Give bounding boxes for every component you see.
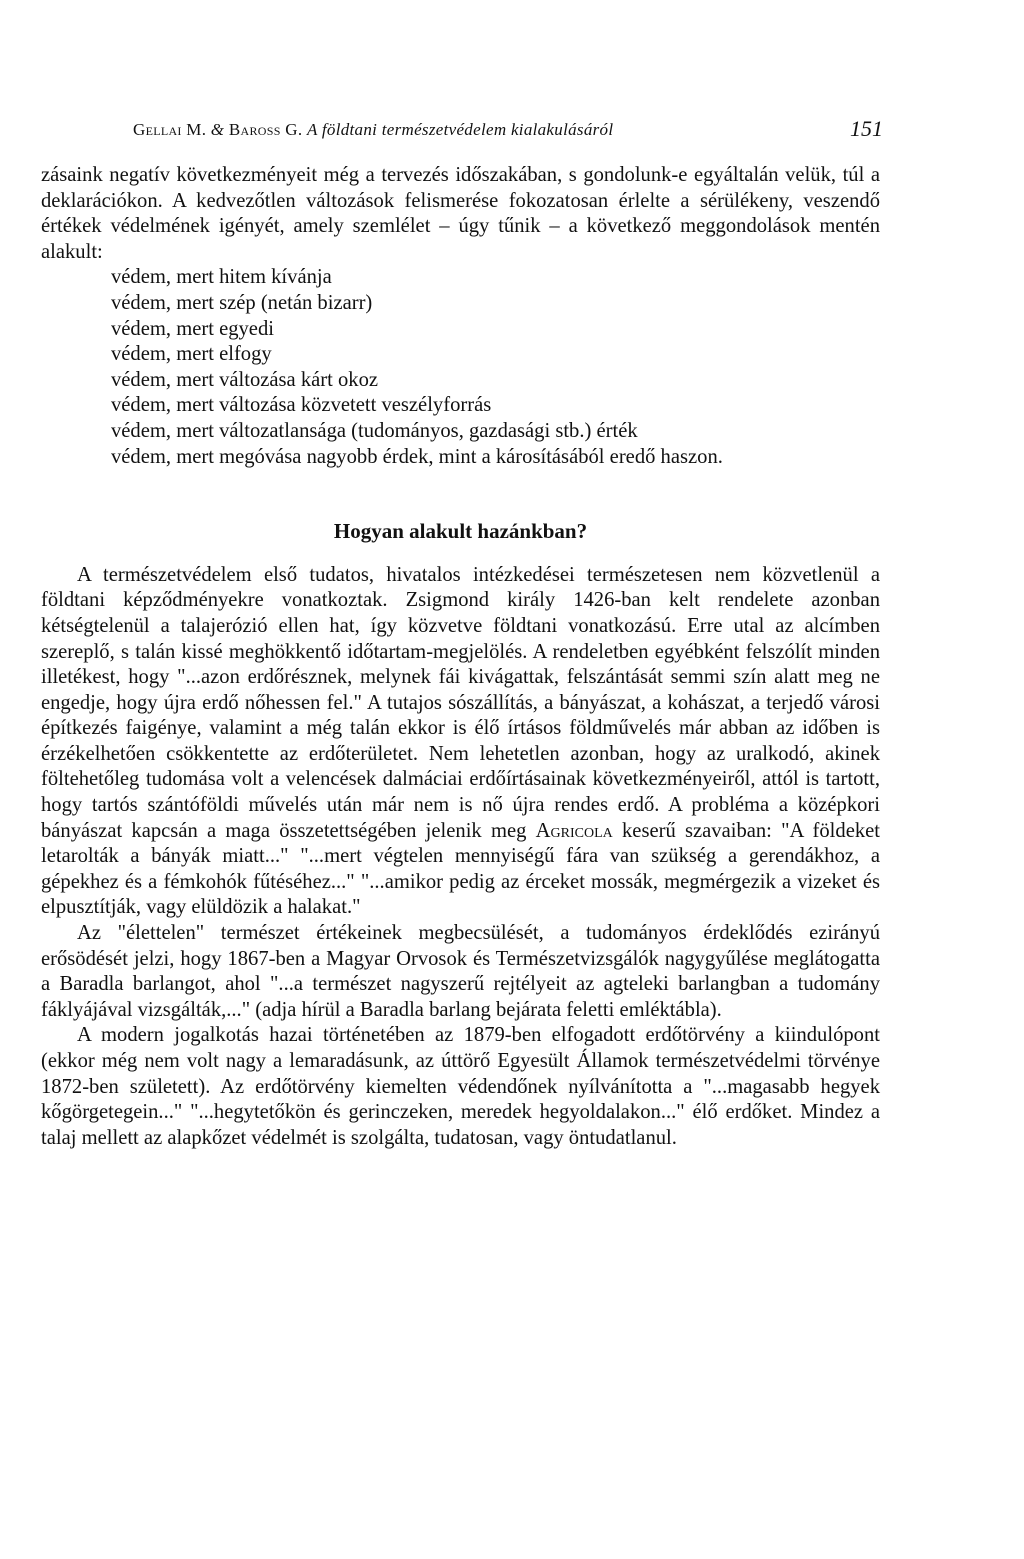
- paragraph-forest-law: A modern jogalkotás hazai történetében az 1879-ben elfogadott erdőtörvény a kiindulópont (ekkor még nem volt nagy a lemaradásunk, az úttörő Egyesült Államok természetvédelmi törvénye 1872-ben született). Az erdőtörvény kiemelten védendőnek nyílvánította a "...magasabb hegyek kőgörgetegein..." "...hegytetőkön és gerinczeken, meredek hegyoldalakon..." élő erdőket. Mindez a talaj mellett az alapkőzet védelmét is szolgálta, tudatosan, vagy öntudatlanul.: [41, 1024, 880, 1149]
- body-text: [41, 163, 880, 1151]
- page-number: 151: [850, 116, 883, 141]
- ampersand: &: [206, 120, 229, 139]
- paragraph-history: [41, 563, 880, 921]
- intro-paragraph: zásaink negatív következményeit még a tervezés időszakában, s gondolunk-e egyáltalán velük, túl a deklarációkon. A kedvezőtlen változások felismerése fokozatosan érlelte a sérülékeny, veszendő értékek védelmének igényét, amely szemlélet – úgy tűnik – a következő meggondolások mentén alakult:: [41, 164, 880, 263]
- list-item: védem, mert hitem kívánja: [111, 266, 332, 289]
- list-item: védem, mert szép (netán bizarr): [111, 291, 373, 314]
- reason-list: [41, 265, 880, 470]
- agricola-name: Agricola: [535, 819, 613, 842]
- list-item: védem, mert egyedi: [111, 317, 274, 340]
- list-item: védem, mert elfogy: [111, 343, 272, 366]
- running-header: [133, 112, 883, 146]
- list-item: védem, mert változása kárt okoz: [111, 368, 379, 391]
- running-title: [133, 120, 613, 140]
- section-heading: Hogyan alakult hazánkban?: [333, 519, 588, 544]
- list-item: védem, mert megóvása nagyobb érdek, mint a károsításából eredő haszon.: [111, 445, 723, 468]
- paragraph-history-part-1: A természetvédelem első tudatos, hivatalos intézkedései természetesen nem közvetlenül a földtani képződményekre vonatkoztak. Zsigmond király 1426-ban kelt rendelete azonban kétségtelenül a talajerózió ellen hat, így közvetve földtani vonatkozású. Erre utal az alcímben szereplő, s talán kissé meghökkentő időtartam-megjelölés. A rendeletben egyébként felszólít minden illetékest, hogy "...azon erdőrésznek, melynek fái kivágattak, felszántását semmi szín alatt meg ne engedje, hogy újra erdő nőhessen fel." A tutajos sószállítás, a bányászat, a kohászat, a terjedő városi építkezés faigénye, valamint a még talán ekkor is élő írtásos földművelés már abban az időben is érzékelhetően csökkentette az erdőterületet. Nem lehetetlen azonban, hogy az uralkodó, akinek föltehetőleg tudomása volt a velencések dalmáciai erdőírtásainak következményeiről, attól is tartott, hogy tartós szántóföldi művelés után már nem is nő újra rendes erdő. A probléma a középkori bányászat kapcsán a maga összetettségében jelenik meg: [41, 563, 880, 842]
- paragraph-baradla: Az "élettelen" természet értékeinek megbecsülését, a tudományos érdeklődés ezirányú erősödését jelzi, hogy 1867-ben a Magyar Orvosok és Természetvizsgálók nagygyűlése meglátogatta a Baradla barlangot, ahol "...a természet nagyszerű rejtélyeit az agteleki barlangban a tudomány fáklyájával vizsgálták,..." (adja hírül a Baradla barlang bejárata feletti emléktábla).: [41, 922, 880, 1021]
- paragraph-history-part-2: keserű szavaiban: "A földeket letarolták a bányák miatt..." "...mert végtelen mennyiségű fára van szükség a gerendákhoz, a gépekhez és a fémkohók fűtéséhez..." "...amikor pedig az érceket mossák, megmérgezik a vizeket és elpusztítják, vagy elüldözik a halakat.": [41, 819, 880, 919]
- author-2: Baross G.: [228, 120, 303, 139]
- author-1: Gellai M.: [133, 120, 207, 139]
- article-title: A földtani természetvédelem kialakulásáról: [306, 120, 614, 139]
- list-item: védem, mert változatlansága (tudományos, gazdasági stb.) érték: [111, 419, 638, 442]
- list-item: védem, mert változása közvetett veszélyforrás: [111, 394, 492, 417]
